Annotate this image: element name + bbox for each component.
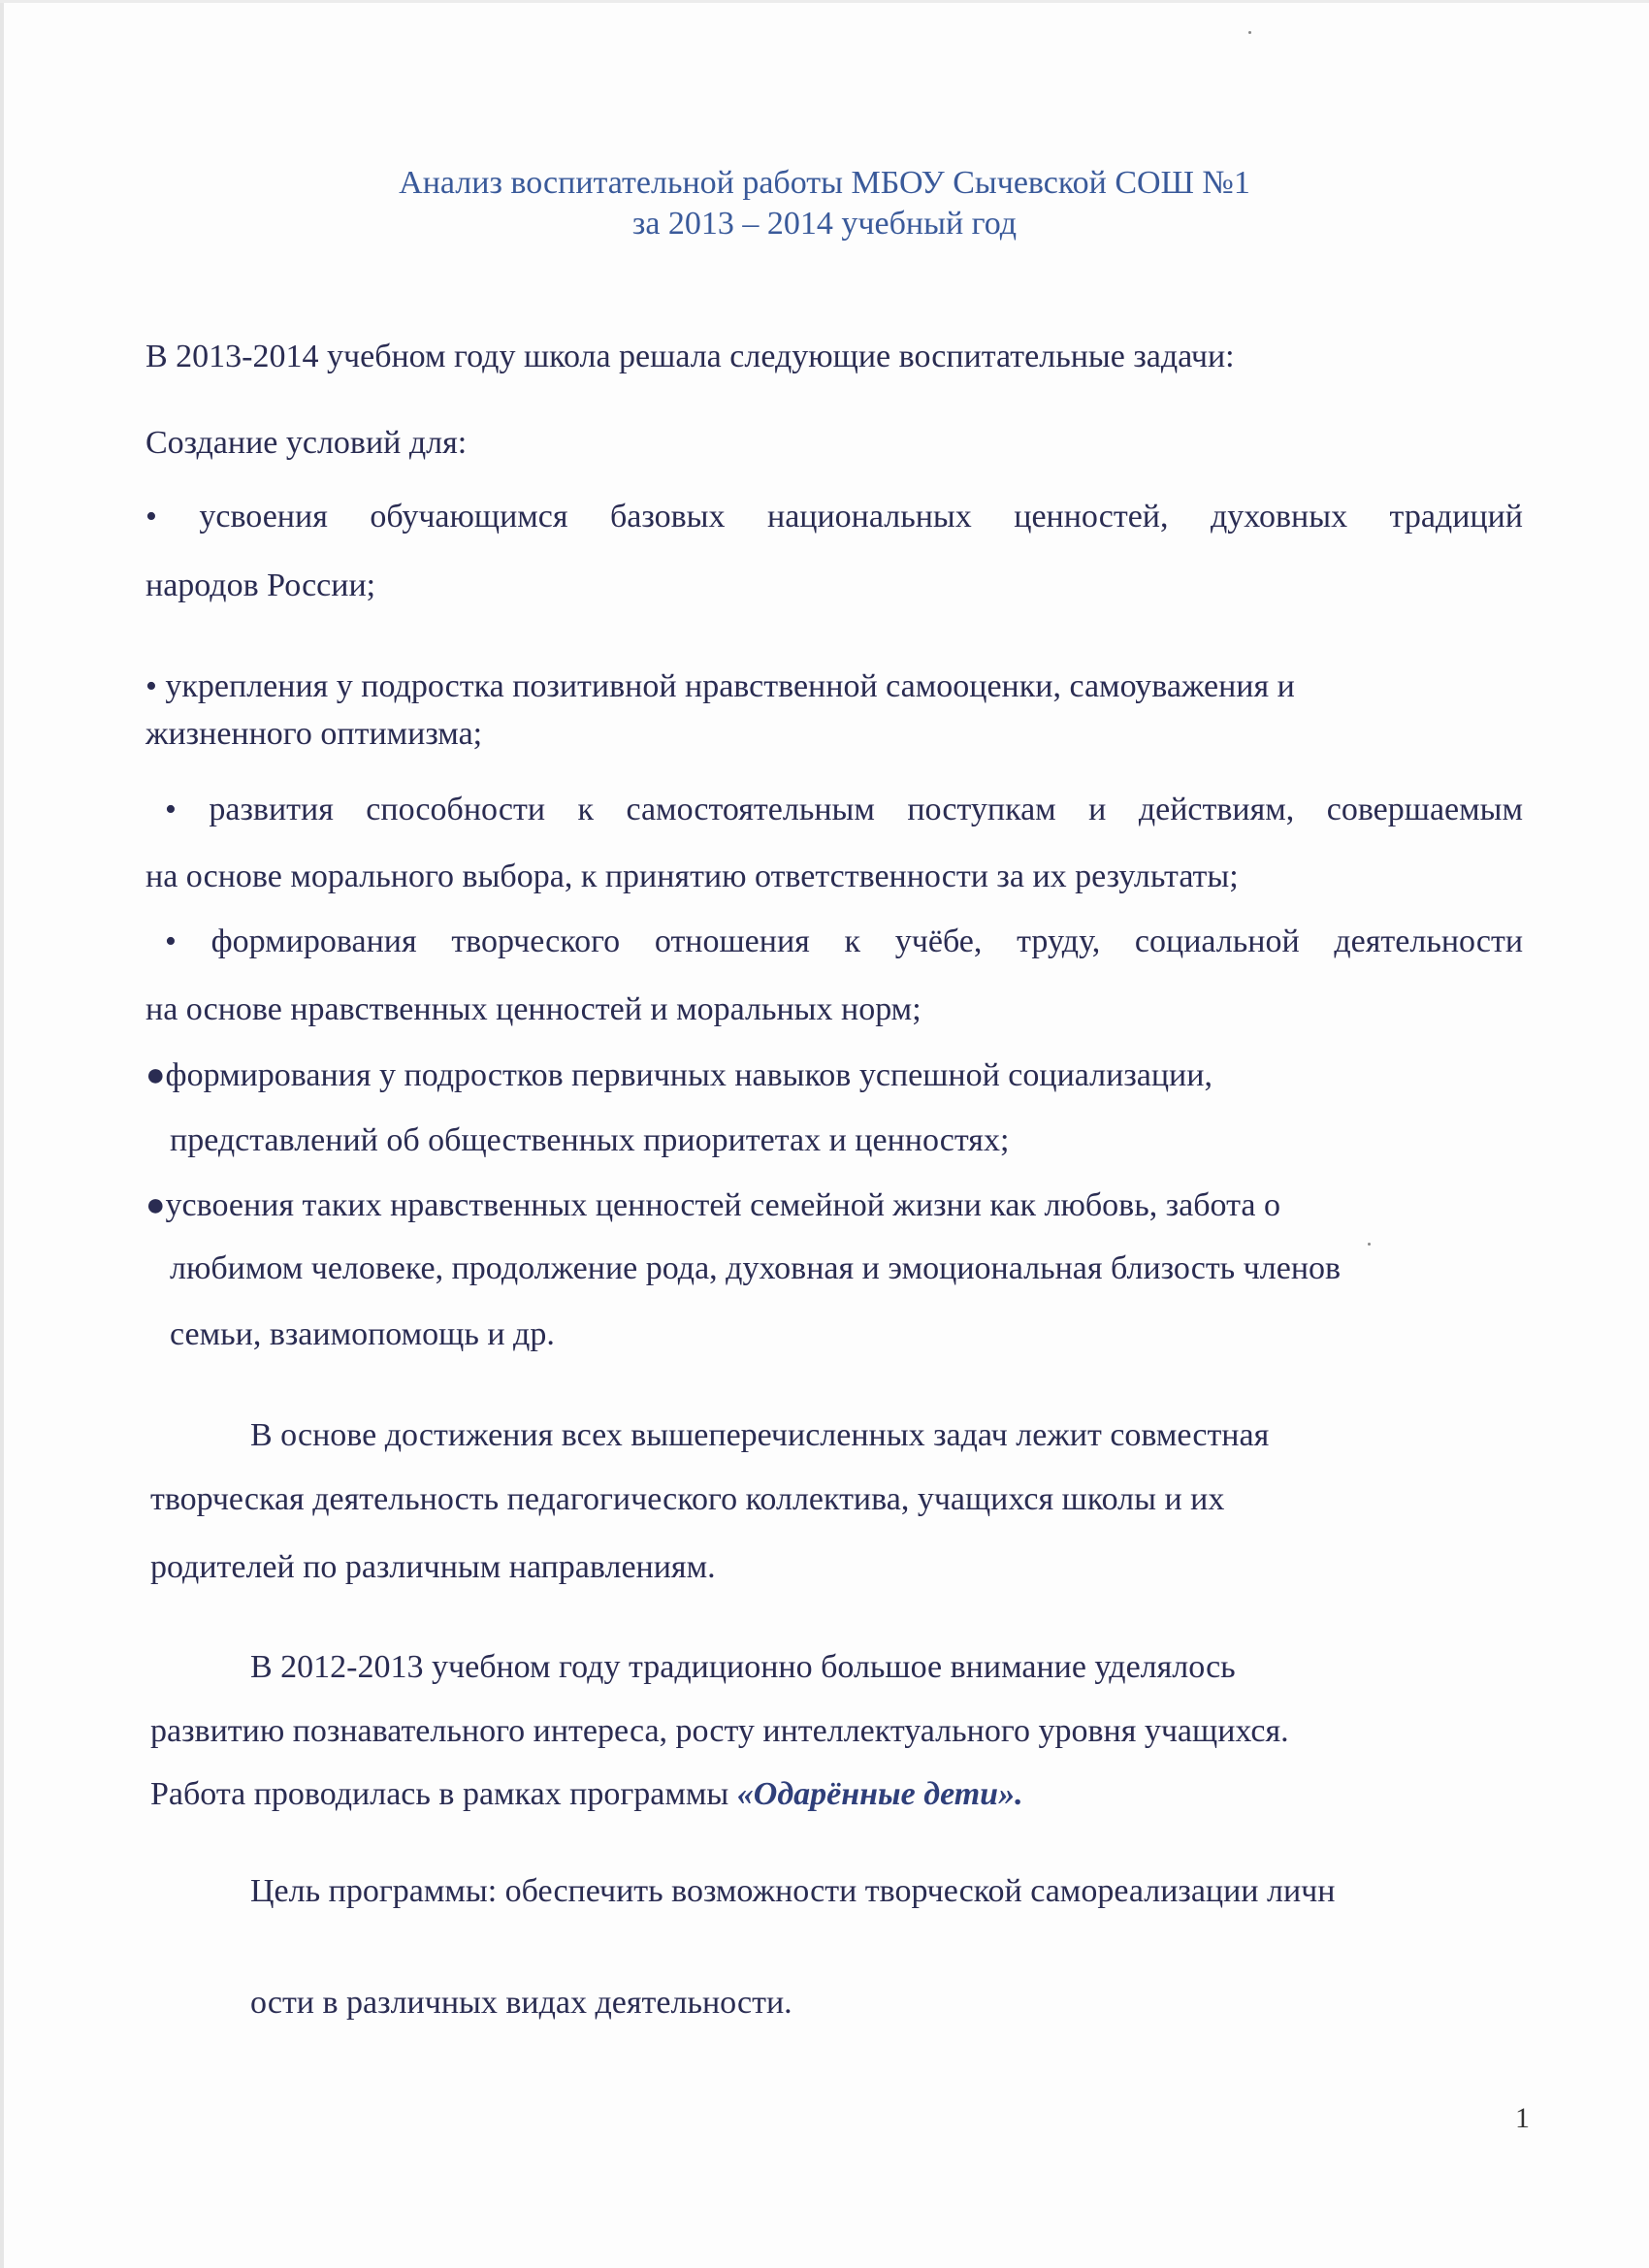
- list-item: [146, 498, 1523, 536]
- list-item-text: формирования творческого отношения к учёбе, труду, социальной деятельности: [210, 923, 1524, 959]
- list-item: [165, 923, 1523, 961]
- title-line: за 2013 – 2014 учебный год: [631, 206, 1018, 242]
- bullet-marker: •: [165, 792, 177, 827]
- list-item: [146, 1186, 1280, 1225]
- bullet-marker: •: [146, 668, 157, 704]
- list-item-continuation: народов России;: [146, 567, 376, 603]
- paragraph-line: творческая деятельность педагогического коллектива, учащихся школы и их: [150, 1481, 1225, 1517]
- scan-edge: [0, 0, 1649, 3]
- goal-line: ости в различных видах деятельности.: [250, 1985, 792, 2021]
- list-item-text: развития способности к самостоятельным поступкам и действиям, совершаемым: [209, 792, 1524, 827]
- bullet-marker: ●: [146, 1057, 166, 1093]
- paragraph-line: развитию познавательного интереса, росту интеллектуального уровня учащихся.: [150, 1713, 1289, 1749]
- bullet-marker: •: [165, 923, 177, 959]
- program-name: «Одарённые дети».: [736, 1776, 1023, 1812]
- paragraph-line: В основе достижения всех вышеперечисленных задач лежит совместная: [250, 1417, 1270, 1453]
- scan-speck: [1368, 1243, 1371, 1246]
- list-item-continuation: жизненного оптимизма;: [146, 716, 483, 752]
- list-item-text: укрепления у подростка позитивной нравственной самооценки, самоуважения и: [165, 668, 1295, 704]
- page-number: 1: [1515, 2102, 1530, 2134]
- scan-speck: [1248, 31, 1251, 34]
- scan-edge: [0, 0, 4, 2268]
- list-item-continuation: любимом человеке, продолжение рода, духовная и эмоциональная близость членов: [170, 1250, 1342, 1286]
- bullet-marker: ●: [146, 1187, 166, 1223]
- paragraph-text: Работа проводилась в рамках программы: [150, 1776, 737, 1812]
- goal-line: Цель программы: обеспечить возможности творческой самореализации личн: [250, 1873, 1336, 1909]
- list-item-continuation: на основе нравственных ценностей и моральных норм;: [146, 991, 922, 1027]
- bullet-marker: •: [146, 499, 157, 535]
- paragraph-line: В 2012-2013 учебном году традиционно большое внимание уделялось: [250, 1649, 1236, 1685]
- list-item: [146, 667, 1295, 706]
- list-item-text: формирования у подростков первичных навыков успешной социализации,: [165, 1057, 1212, 1093]
- list-item-continuation: на основе морального выбора, к принятию ответственности за их результаты;: [146, 859, 1239, 894]
- paragraph-line: родителей по различным направлениям.: [150, 1549, 716, 1585]
- intro-text: В 2013-2014 учебном году школа решала следующие воспитательные задачи:: [146, 339, 1235, 374]
- list-item: [146, 1056, 1212, 1095]
- title-line: Анализ воспитательной работы МБОУ Сычевской СОШ №1: [399, 165, 1250, 201]
- paragraph-line: [150, 1775, 1023, 1814]
- list-item-continuation: семьи, взаимопомощь и др.: [170, 1316, 555, 1352]
- document-title: [0, 163, 1649, 244]
- list-item-continuation: представлений об общественных приоритетах и ценностях;: [170, 1122, 1010, 1158]
- subheading: Создание условий для:: [146, 425, 468, 461]
- list-item-text: усвоения таких нравственных ценностей семейной жизни как любовь, забота о: [165, 1187, 1280, 1223]
- list-item-text: усвоения обучающимся базовых национальных ценностей, духовных традиций: [199, 499, 1523, 535]
- list-item: [165, 791, 1523, 829]
